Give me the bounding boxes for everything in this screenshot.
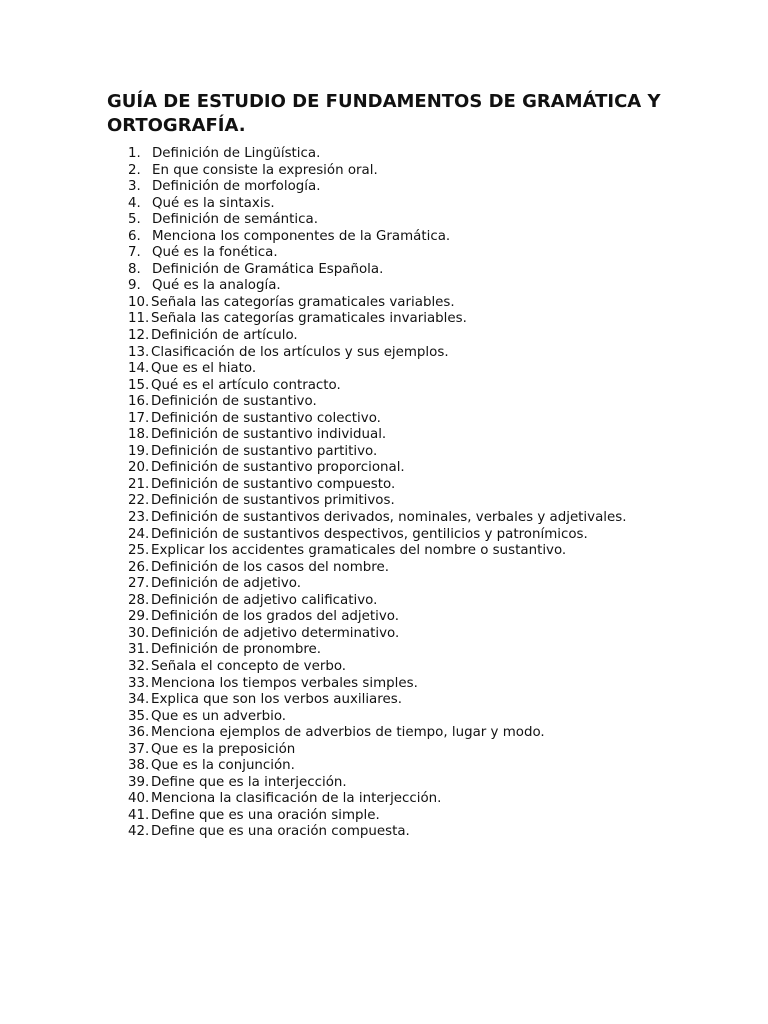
list-item-number: 30. [128, 625, 150, 641]
list-item-text: Definición de los grados del adjetivo. [151, 609, 399, 625]
list-item-text: Definición de adjetivo calificativo. [151, 592, 378, 608]
list-item-text: Definición de sustantivos derivados, nominales, verbales y adjetivales. [151, 510, 627, 526]
list-item-number: 38. [128, 758, 150, 774]
list-item-text: Señala las categorías gramaticales variables. [151, 294, 455, 310]
list-item-text: Definición de Gramática Española. [152, 261, 384, 277]
list-item-number: 35. [128, 708, 150, 724]
list-item-number: 33. [128, 675, 150, 691]
list-item-text: Clasificación de los artículos y sus ejemplos. [151, 344, 449, 360]
document-title: GUÍA DE ESTUDIO DE FUNDAMENTOS DE GRAMÁTICA Y ORTOGRAFÍA. [107, 91, 661, 136]
list-item-text: Define que es una oración compuesta. [151, 824, 410, 840]
list-item-text: Definición de Lingüística. [152, 146, 321, 161]
list-item-number: 6. [128, 228, 141, 244]
list-item-number: 4. [128, 195, 141, 211]
list-item-number: 12. [128, 328, 150, 344]
list-item-text: Menciona la clasificación de la interjección. [151, 791, 442, 807]
list-item-number: 27. [128, 576, 150, 592]
list-item-text: Qué es la fonética. [152, 245, 278, 261]
list-item-number: 13. [128, 344, 150, 360]
list-item-number: 40. [128, 791, 150, 807]
list-item-text: Definición de artículo. [151, 328, 298, 344]
list-item-number: 23. [128, 510, 150, 526]
list-item-number: 18. [128, 427, 150, 443]
list-item-number: 25. [128, 543, 150, 559]
list-item-number: 28. [128, 592, 150, 608]
list-item-number: 39. [128, 774, 150, 790]
list-item-text: Menciona los tiempos verbales simples. [151, 675, 418, 691]
list-item-text: Señala las categorías gramaticales invariables. [151, 311, 467, 327]
list-item-text: Definición de semántica. [152, 212, 318, 228]
list-item-number: 14. [128, 361, 150, 377]
list-item-text: En que consiste la expresión oral. [152, 162, 378, 178]
list-item-text: Definición de sustantivo proporcional. [151, 460, 405, 476]
list-item-number: 1. [128, 146, 141, 161]
list-item-text: Definición de sustantivo. [151, 394, 317, 410]
list-item-text: Definición de pronombre. [151, 642, 322, 658]
list-item-number: 21. [128, 476, 150, 492]
list-item-text: Explica que son los verbos auxiliares. [151, 692, 402, 708]
list-item-text: Que es la conjunción. [151, 758, 295, 774]
list-item-text: Menciona los componentes de la Gramática. [152, 228, 451, 244]
list-item-text: Define que es la interjección. [151, 774, 347, 790]
list-item-number: 20. [128, 460, 150, 476]
list-item-text: Qué es la analogía. [152, 278, 281, 294]
list-item-number: 2. [128, 162, 141, 178]
list-item-text: Definición de sustantivo colectivo. [151, 410, 381, 426]
list-item-number: 24. [128, 526, 150, 542]
list-item-text: Definición de morfología. [152, 179, 321, 195]
list-item-number: 16. [128, 394, 150, 410]
list-item-number: 31. [128, 642, 150, 658]
list-item-text: Definición de adjetivo. [151, 576, 301, 592]
list-item-text: Define que es una oración simple. [151, 807, 380, 823]
list-item-text: Definición de sustantivos despectivos, gentilicios y patronímicos. [151, 526, 588, 542]
list-item-text: Definición de sustantivo partitivo. [151, 443, 378, 459]
list-item-number: 17. [128, 410, 150, 426]
list-item-number: 29. [128, 609, 150, 625]
list-item-number: 11. [128, 311, 150, 327]
list-item-text: Qué es el artículo contracto. [151, 377, 341, 393]
list-item-number: 34. [128, 692, 150, 708]
list-item-text: Que es el hiato. [151, 361, 257, 377]
list-item-text: Definición de los casos del nombre. [151, 559, 389, 575]
list-item-number: 26. [128, 559, 150, 575]
list-item-number: 37. [128, 741, 150, 757]
list-item-number: 9. [128, 278, 141, 294]
list-item-text: Que es la preposición [151, 741, 296, 757]
list-item-text: Definición de adjetivo determinativo. [151, 625, 400, 641]
list-item-number: 5. [128, 212, 141, 228]
list-item-number: 15. [128, 377, 150, 393]
list-item-text: Definición de sustantivo compuesto. [151, 476, 396, 492]
list-item-number: 32. [128, 658, 150, 674]
list-item-text: Que es un adverbio. [151, 708, 287, 724]
list-item-number: 22. [128, 493, 150, 509]
list-item-number: 36. [128, 725, 150, 741]
list-item-text: Definición de sustantivos primitivos. [151, 493, 395, 509]
list-item-number: 3. [128, 179, 141, 195]
list-item-number: 10. [128, 294, 150, 310]
list-item-number: 42. [128, 824, 150, 840]
list-item-number: 8. [128, 261, 141, 277]
list-item-text: Menciona ejemplos de adverbios de tiempo, lugar y modo. [151, 725, 545, 741]
list-item-text: Explicar los accidentes gramaticales del nombre o sustantivo. [151, 543, 567, 559]
list-item-text: Qué es la sintaxis. [152, 195, 275, 211]
list-item-text: Señala el concepto de verbo. [151, 658, 347, 674]
list-item-number: 19. [128, 443, 150, 459]
list-item-number: 41. [128, 807, 150, 823]
list-item-number: 7. [128, 245, 141, 261]
list-item-text: Definición de sustantivo individual. [151, 427, 387, 443]
